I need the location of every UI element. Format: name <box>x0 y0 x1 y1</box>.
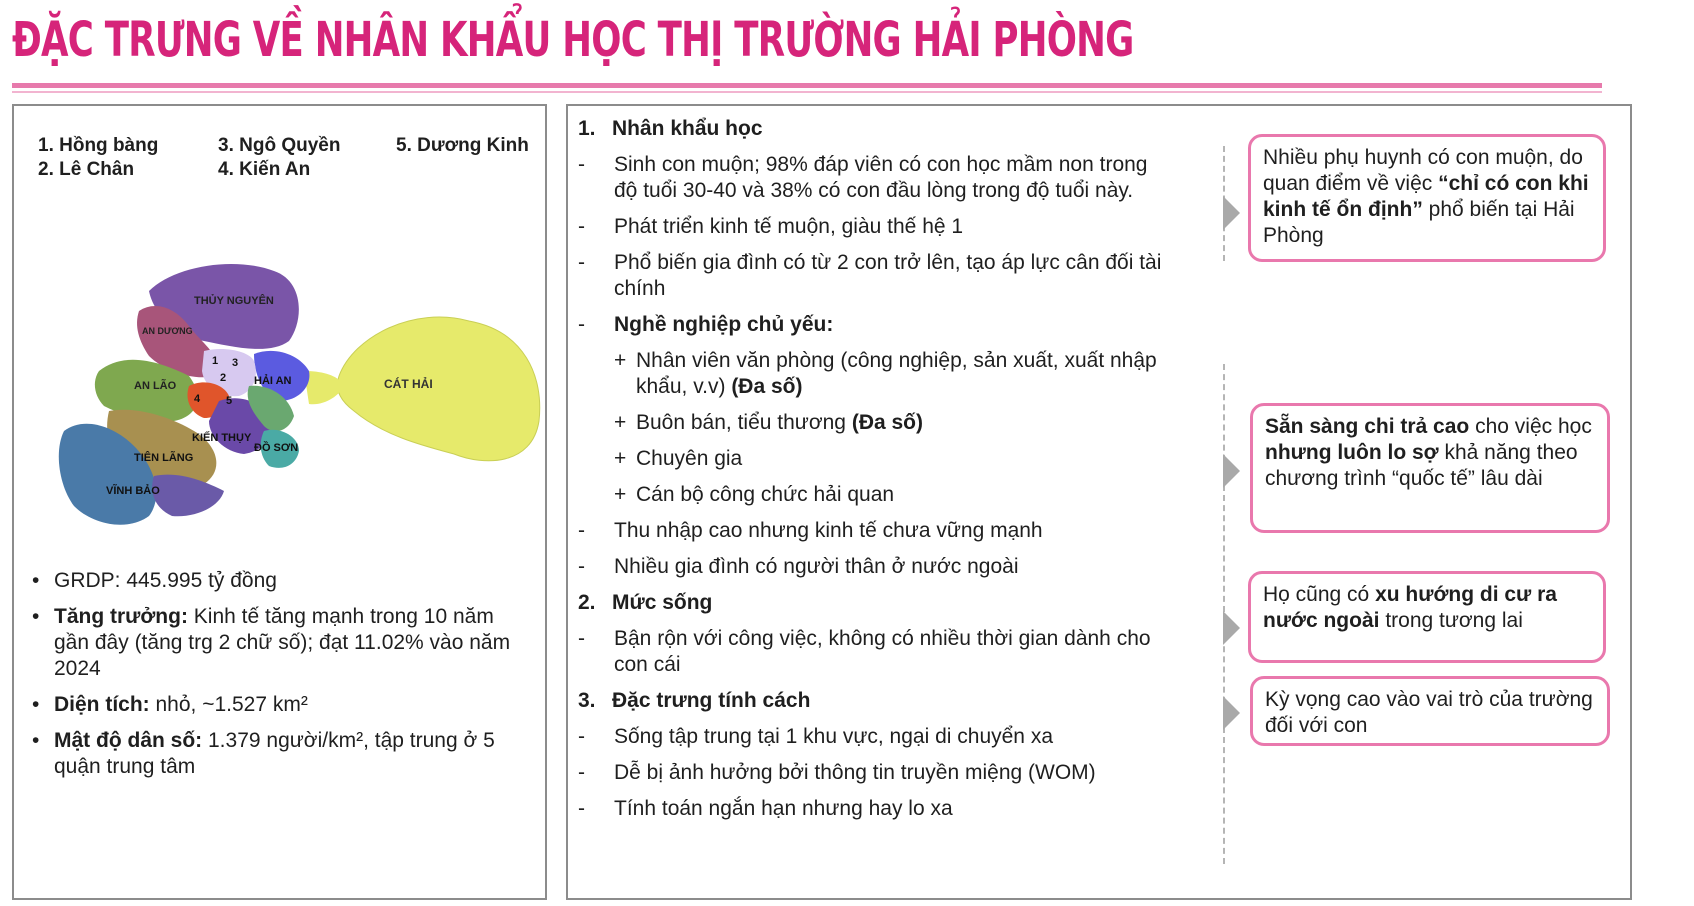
map-label-thuy-nguyen: THỦY NGUYÊN <box>194 295 274 307</box>
stats-list <box>24 568 534 790</box>
stat-area: • Diện tích: nhỏ, ~1.527 km² <box>24 692 534 718</box>
list-item: + Chuyên gia <box>614 447 743 470</box>
section-heading: 1. Nhân khẩu học <box>578 117 763 140</box>
map-label-hai-an: HẢI AN <box>254 375 292 387</box>
map-label-2: 2 <box>220 372 227 384</box>
title-underline-thin <box>12 91 1602 93</box>
map-label-an-lao: AN LÃO <box>134 380 177 392</box>
list-subheading: - Nghề nghiệp chủ yếu: <box>578 313 834 336</box>
callout-text: Sẵn sàng chi trả cao <box>1265 415 1470 438</box>
left-panel <box>12 104 547 900</box>
insight-callout-expectations <box>1250 676 1610 746</box>
title-underline <box>12 83 1602 88</box>
callout-text: nhưng luôn lo sợ <box>1265 441 1439 464</box>
map-label-1: 1 <box>212 355 219 367</box>
map-region-cat-hai-bridge <box>304 371 344 404</box>
list-item: - Nhiều gia đình có người thân ở nước ngoài <box>578 555 1019 578</box>
hai-phong-map <box>54 246 544 536</box>
district-1: 1. Hồng bàng <box>38 135 159 156</box>
list-item: - Sinh con muộn; 98% đáp viên có con học mầm non trong độ tuổi 30-40 và 38% có con đầu lòng trong độ tuổi này. <box>578 153 1148 202</box>
list-item: + Cán bộ công chức hải quan <box>614 483 895 506</box>
arrow-icon <box>1223 196 1240 230</box>
right-panel <box>566 104 1632 900</box>
map-label-do-son: ĐỒ SƠN <box>254 442 299 454</box>
callout-text: Nhiều phụ huynh có con muộn, do quan điểm về việc <box>1263 146 1583 195</box>
list-item: - Tính toán ngắn hạn nhưng hay lo xa <box>578 797 953 820</box>
callout-text: cho việc học <box>1469 415 1592 438</box>
callout-text: trong tương lai <box>1379 609 1523 632</box>
stat-grdp: • GRDP: 445.995 tỷ đồng <box>24 568 534 594</box>
district-5: 5. Dương Kinh <box>396 135 529 156</box>
list-item: + Nhân viên văn phòng (công nghiệp, sản xuất, xuất nhập khẩu, v.v) (Đa số) <box>614 349 1157 398</box>
callout-text: khả năng theo chương trình “quốc tế” lâu dài <box>1265 441 1578 490</box>
callout-text: phổ biến tại Hải Phòng <box>1263 198 1575 247</box>
insight-callout-spending <box>1250 403 1610 533</box>
callout-text: Kỳ vọng cao vào vai trò của trường đối với con <box>1265 688 1593 737</box>
map-label-kien-thuy: KIẾN THỤY <box>192 432 252 444</box>
callout-text: “chỉ có con khi kinh tế ổn định” <box>1263 172 1589 221</box>
map-label-vinh-bao: VĨNH BẢO <box>106 485 160 497</box>
map-region-south <box>152 475 224 517</box>
arrow-icon <box>1223 454 1240 488</box>
stat-density: • Mật độ dân số: 1.379 người/km², tập trung ở 5 quận trung tâm <box>24 728 534 780</box>
page-title: ĐẶC TRƯNG VỀ NHÂN KHẨU HỌC THỊ TRƯỜNG HẢI PHÒNG <box>12 12 1134 68</box>
map-label-3: 3 <box>232 357 239 369</box>
list-item: - Bận rộn với công việc, không có nhiều thời gian dành cho con cái <box>578 627 1151 676</box>
list-item: - Phát triển kinh tế muộn, giàu thế hệ 1 <box>578 215 964 238</box>
insight-callout-late-parenthood <box>1248 134 1606 262</box>
section-heading: 3. Đặc trưng tính cách <box>578 689 811 712</box>
arrow-icon <box>1223 611 1240 645</box>
map-label-cat-hai: CÁT HẢI <box>384 377 433 391</box>
district-2: 2. Lê Chân <box>38 159 135 180</box>
map-label-tien-lang: TIÊN LÃNG <box>134 452 194 464</box>
map-label-5: 5 <box>226 395 233 407</box>
insight-callout-migration <box>1248 571 1606 663</box>
list-item: - Dễ bị ảnh hưởng bởi thông tin truyền miệng (WOM) <box>578 761 1096 784</box>
list-item: - Sống tập trung tại 1 khu vực, ngại di chuyển xa <box>578 725 1054 748</box>
list-item: + Buôn bán, tiểu thương (Đa số) <box>614 411 924 434</box>
list-item: - Thu nhập cao nhưng kinh tế chưa vững mạnh <box>578 519 1043 542</box>
map-label-4: 4 <box>194 393 201 405</box>
district-3: 3. Ngô Quyền <box>218 135 341 156</box>
map-region-cat-hai <box>337 317 539 461</box>
list-item: - Phổ biến gia đình có từ 2 con trở lên, tạo áp lực cân đối tài chính <box>578 251 1162 300</box>
demographics-content <box>578 116 1168 832</box>
district-4: 4. Kiến An <box>218 159 311 180</box>
stat-growth: • Tăng trưởng: Kinh tế tăng mạnh trong 10 năm gần đây (tăng trg 2 chữ số); đạt 11.02% vào năm 2024 <box>24 604 534 682</box>
callout-text: Họ cũng có <box>1263 583 1376 606</box>
section-heading: 2. Mức sống <box>578 591 713 614</box>
arrow-icon <box>1223 696 1240 730</box>
map-label-an-duong: AN DƯƠNG <box>142 326 193 336</box>
callout-text: xu hướng di cư ra nước ngoài <box>1263 583 1557 632</box>
